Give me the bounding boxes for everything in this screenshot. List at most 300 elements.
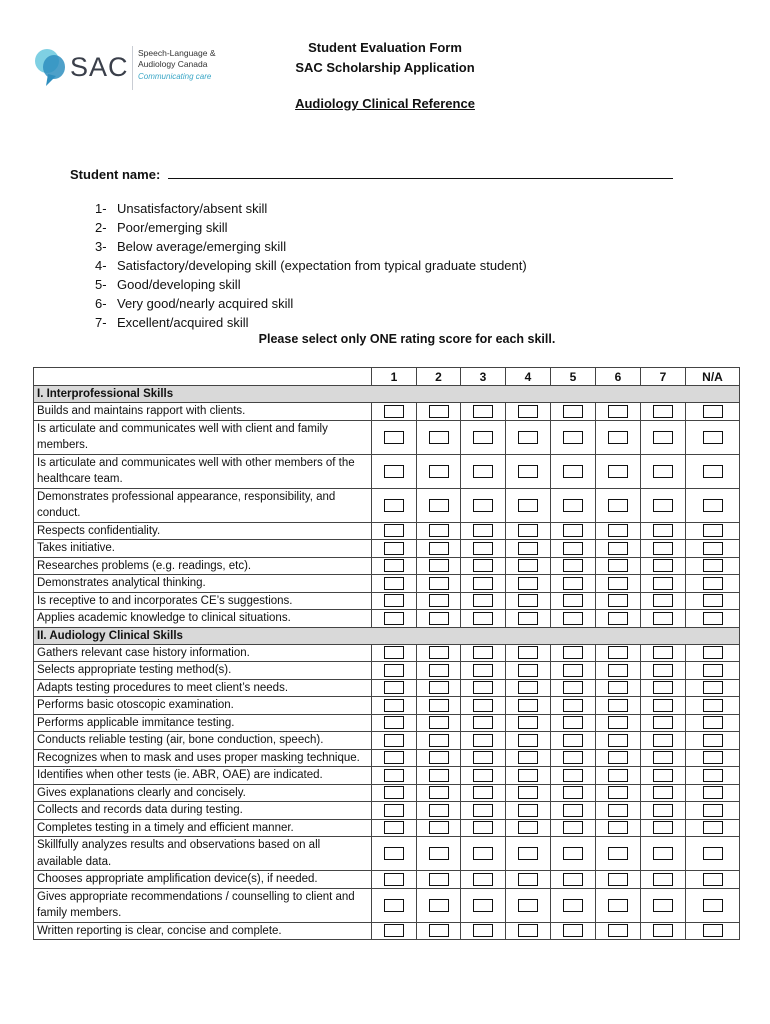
rating-checkbox[interactable] — [518, 499, 538, 512]
rating-checkbox[interactable] — [429, 577, 449, 590]
skill-label: Written reporting is clear, concise and complete. — [34, 922, 372, 940]
evaluation-table — [33, 367, 740, 940]
rating-cell — [372, 592, 417, 610]
rating-checkbox[interactable] — [608, 804, 628, 817]
rating-checkbox[interactable] — [703, 804, 723, 817]
rating-cell — [686, 888, 740, 922]
rating-checkbox[interactable] — [703, 524, 723, 537]
rating-cell — [417, 784, 461, 802]
rating-column-header: N/A — [686, 368, 740, 386]
rating-checkbox[interactable] — [429, 664, 449, 677]
rating-checkbox[interactable] — [429, 431, 449, 444]
rating-checkbox[interactable] — [563, 664, 583, 677]
rating-checkbox[interactable] — [473, 821, 493, 834]
rating-checkbox[interactable] — [384, 465, 404, 478]
scale-item — [95, 199, 527, 218]
rating-cell — [372, 540, 417, 558]
form-title — [200, 38, 570, 78]
rating-cell — [551, 871, 596, 889]
table-row — [34, 732, 740, 750]
rating-checkbox[interactable] — [429, 499, 449, 512]
scale-number: 3- — [95, 239, 107, 254]
rating-cell — [641, 420, 686, 454]
rating-checkbox[interactable] — [518, 542, 538, 555]
rating-checkbox[interactable] — [563, 431, 583, 444]
rating-checkbox[interactable] — [473, 681, 493, 694]
rating-checkbox[interactable] — [653, 734, 673, 747]
rating-checkbox[interactable] — [429, 847, 449, 860]
rating-cell — [551, 837, 596, 871]
rating-checkbox[interactable] — [703, 577, 723, 590]
rating-checkbox[interactable] — [703, 664, 723, 677]
rating-checkbox[interactable] — [518, 873, 538, 886]
rating-cell — [596, 749, 641, 767]
rating-checkbox[interactable] — [384, 542, 404, 555]
rating-checkbox[interactable] — [608, 524, 628, 537]
table-row — [34, 420, 740, 454]
rating-checkbox[interactable] — [703, 847, 723, 860]
skill-label: Researches problems (e.g. readings, etc). — [34, 557, 372, 575]
rating-checkbox[interactable] — [703, 431, 723, 444]
rating-checkbox[interactable] — [473, 542, 493, 555]
rating-checkbox[interactable] — [653, 559, 673, 572]
rating-checkbox[interactable] — [384, 899, 404, 912]
rating-cell — [372, 522, 417, 540]
rating-checkbox[interactable] — [653, 769, 673, 782]
rating-checkbox[interactable] — [384, 405, 404, 418]
table-row — [34, 749, 740, 767]
skill-label: Takes initiative. — [34, 540, 372, 558]
rating-cell — [506, 488, 551, 522]
rating-checkbox[interactable] — [703, 751, 723, 764]
rating-checkbox[interactable] — [563, 524, 583, 537]
rating-checkbox[interactable] — [653, 821, 673, 834]
rating-checkbox[interactable] — [608, 577, 628, 590]
rating-cell — [596, 610, 641, 628]
rating-cell — [641, 732, 686, 750]
rating-checkbox[interactable] — [429, 681, 449, 694]
rating-checkbox[interactable] — [608, 646, 628, 659]
rating-checkbox[interactable] — [653, 847, 673, 860]
rating-cell — [506, 454, 551, 488]
rating-cell — [506, 784, 551, 802]
rating-cell — [686, 784, 740, 802]
table-row — [34, 557, 740, 575]
rating-checkbox[interactable] — [608, 465, 628, 478]
rating-cell — [417, 714, 461, 732]
rating-checkbox[interactable] — [429, 465, 449, 478]
rating-cell — [417, 767, 461, 785]
rating-cell — [461, 749, 506, 767]
rating-checkbox[interactable] — [473, 769, 493, 782]
rating-checkbox[interactable] — [653, 594, 673, 607]
rating-checkbox[interactable] — [429, 699, 449, 712]
rating-checkbox[interactable] — [473, 873, 493, 886]
rating-checkbox[interactable] — [608, 716, 628, 729]
rating-checkbox[interactable] — [429, 716, 449, 729]
rating-checkbox[interactable] — [703, 821, 723, 834]
skill-label: Skillfully analyzes results and observations based on all available data. — [34, 837, 372, 871]
rating-checkbox[interactable] — [563, 804, 583, 817]
rating-checkbox[interactable] — [563, 681, 583, 694]
rating-checkbox[interactable] — [653, 786, 673, 799]
rating-checkbox[interactable] — [563, 542, 583, 555]
rating-checkbox[interactable] — [653, 612, 673, 625]
rating-checkbox[interactable] — [653, 716, 673, 729]
rating-cell — [641, 819, 686, 837]
rating-checkbox[interactable] — [608, 542, 628, 555]
rating-checkbox[interactable] — [703, 873, 723, 886]
scale-text: Excellent/acquired skill — [117, 315, 249, 330]
rating-checkbox[interactable] — [608, 924, 628, 937]
rating-checkbox[interactable] — [518, 612, 538, 625]
logo-text: SAC — [70, 52, 129, 82]
rating-checkbox[interactable] — [384, 924, 404, 937]
rating-checkbox[interactable] — [429, 804, 449, 817]
rating-checkbox[interactable] — [563, 559, 583, 572]
rating-checkbox[interactable] — [518, 716, 538, 729]
rating-checkbox[interactable] — [518, 405, 538, 418]
rating-cell — [506, 819, 551, 837]
rating-checkbox[interactable] — [563, 899, 583, 912]
rating-column-header: 6 — [596, 368, 641, 386]
rating-checkbox[interactable] — [608, 664, 628, 677]
rating-cell — [417, 888, 461, 922]
rating-checkbox[interactable] — [518, 786, 538, 799]
rating-checkbox[interactable] — [429, 873, 449, 886]
rating-checkbox[interactable] — [473, 751, 493, 764]
rating-checkbox[interactable] — [608, 734, 628, 747]
skill-label: Performs basic otoscopic examination. — [34, 697, 372, 715]
rating-checkbox[interactable] — [563, 405, 583, 418]
rating-checkbox[interactable] — [473, 594, 493, 607]
rating-checkbox[interactable] — [384, 594, 404, 607]
rating-checkbox[interactable] — [429, 542, 449, 555]
rating-checkbox[interactable] — [473, 734, 493, 747]
rating-checkbox[interactable] — [473, 612, 493, 625]
rating-checkbox[interactable] — [384, 577, 404, 590]
rating-checkbox[interactable] — [429, 405, 449, 418]
rating-checkbox[interactable] — [429, 524, 449, 537]
rating-checkbox[interactable] — [429, 559, 449, 572]
rating-checkbox[interactable] — [653, 804, 673, 817]
rating-checkbox[interactable] — [384, 699, 404, 712]
rating-checkbox[interactable] — [429, 751, 449, 764]
rating-checkbox[interactable] — [703, 499, 723, 512]
rating-checkbox[interactable] — [473, 899, 493, 912]
rating-checkbox[interactable] — [429, 734, 449, 747]
rating-checkbox[interactable] — [653, 646, 673, 659]
rating-checkbox[interactable] — [703, 769, 723, 782]
rating-cell — [596, 802, 641, 820]
rating-checkbox[interactable] — [518, 821, 538, 834]
rating-checkbox[interactable] — [384, 786, 404, 799]
rating-checkbox[interactable] — [384, 734, 404, 747]
rating-checkbox[interactable] — [608, 769, 628, 782]
rating-checkbox[interactable] — [608, 847, 628, 860]
rating-cell — [641, 802, 686, 820]
rating-checkbox[interactable] — [473, 499, 493, 512]
rating-checkbox[interactable] — [703, 786, 723, 799]
rating-checkbox[interactable] — [653, 431, 673, 444]
rating-checkbox[interactable] — [429, 612, 449, 625]
rating-cell — [372, 610, 417, 628]
student-name-field[interactable] — [168, 165, 673, 179]
rating-checkbox[interactable] — [703, 681, 723, 694]
rating-checkbox[interactable] — [429, 594, 449, 607]
rating-checkbox[interactable] — [703, 559, 723, 572]
rating-checkbox[interactable] — [563, 769, 583, 782]
skill-label: Performs applicable immitance testing. — [34, 714, 372, 732]
scale-item — [95, 275, 527, 294]
rating-checkbox[interactable] — [384, 716, 404, 729]
rating-checkbox[interactable] — [608, 786, 628, 799]
rating-checkbox[interactable] — [563, 716, 583, 729]
rating-cell — [372, 767, 417, 785]
rating-checkbox[interactable] — [518, 751, 538, 764]
skill-label: Gathers relevant case history information. — [34, 644, 372, 662]
rating-cell — [686, 575, 740, 593]
rating-checkbox[interactable] — [563, 751, 583, 764]
rating-checkbox[interactable] — [473, 405, 493, 418]
rating-checkbox[interactable] — [653, 664, 673, 677]
rating-checkbox[interactable] — [653, 924, 673, 937]
rating-checkbox[interactable] — [703, 734, 723, 747]
rating-cell — [641, 888, 686, 922]
rating-cell — [417, 454, 461, 488]
logo-divider — [132, 46, 133, 90]
rating-checkbox[interactable] — [563, 499, 583, 512]
rating-checkbox[interactable] — [653, 699, 673, 712]
rating-checkbox[interactable] — [518, 924, 538, 937]
rating-cell — [641, 610, 686, 628]
rating-checkbox[interactable] — [384, 524, 404, 537]
rating-checkbox[interactable] — [473, 559, 493, 572]
rating-column-header: 4 — [506, 368, 551, 386]
rating-checkbox[interactable] — [608, 405, 628, 418]
rating-cell — [461, 837, 506, 871]
rating-checkbox[interactable] — [518, 899, 538, 912]
rating-checkbox[interactable] — [473, 646, 493, 659]
rating-scale-list — [95, 199, 527, 332]
rating-cell — [461, 488, 506, 522]
rating-checkbox[interactable] — [608, 751, 628, 764]
rating-checkbox[interactable] — [703, 594, 723, 607]
rating-checkbox[interactable] — [563, 786, 583, 799]
rating-checkbox[interactable] — [563, 699, 583, 712]
rating-checkbox[interactable] — [563, 821, 583, 834]
table-row — [34, 784, 740, 802]
rating-checkbox[interactable] — [608, 873, 628, 886]
rating-checkbox[interactable] — [384, 559, 404, 572]
rating-cell — [551, 522, 596, 540]
skill-label: Is articulate and communicates well with client and family members. — [34, 420, 372, 454]
rating-cell — [686, 679, 740, 697]
rating-checkbox[interactable] — [703, 646, 723, 659]
rating-checkbox[interactable] — [473, 699, 493, 712]
rating-checkbox[interactable] — [653, 873, 673, 886]
rating-checkbox[interactable] — [703, 899, 723, 912]
rating-checkbox[interactable] — [384, 751, 404, 764]
rating-checkbox[interactable] — [653, 681, 673, 694]
rating-cell — [461, 784, 506, 802]
rating-checkbox[interactable] — [518, 559, 538, 572]
rating-checkbox[interactable] — [518, 681, 538, 694]
rating-checkbox[interactable] — [563, 594, 583, 607]
scale-number: 4- — [95, 258, 107, 273]
rating-checkbox[interactable] — [518, 804, 538, 817]
rating-checkbox[interactable] — [473, 431, 493, 444]
rating-checkbox[interactable] — [563, 734, 583, 747]
rating-checkbox[interactable] — [473, 786, 493, 799]
rating-checkbox[interactable] — [608, 821, 628, 834]
rating-checkbox[interactable] — [518, 524, 538, 537]
rating-checkbox[interactable] — [608, 899, 628, 912]
rating-cell — [372, 679, 417, 697]
rating-checkbox[interactable] — [384, 664, 404, 677]
skill-label: Recognizes when to mask and uses proper masking technique. — [34, 749, 372, 767]
rating-checkbox[interactable] — [653, 577, 673, 590]
rating-checkbox[interactable] — [608, 612, 628, 625]
rating-cell — [641, 403, 686, 421]
rating-checkbox[interactable] — [518, 664, 538, 677]
rating-checkbox[interactable] — [703, 612, 723, 625]
rating-checkbox[interactable] — [473, 847, 493, 860]
rating-checkbox[interactable] — [608, 699, 628, 712]
rating-checkbox[interactable] — [518, 734, 538, 747]
rating-checkbox[interactable] — [653, 524, 673, 537]
rating-checkbox[interactable] — [473, 664, 493, 677]
rating-checkbox[interactable] — [703, 465, 723, 478]
rating-checkbox[interactable] — [518, 646, 538, 659]
rating-checkbox[interactable] — [518, 594, 538, 607]
rating-checkbox[interactable] — [429, 786, 449, 799]
rating-cell — [551, 802, 596, 820]
rating-cell — [686, 610, 740, 628]
rating-checkbox[interactable] — [608, 594, 628, 607]
skill-label: Gives appropriate recommendations / counselling to client and family members. — [34, 888, 372, 922]
rating-checkbox[interactable] — [653, 542, 673, 555]
rating-checkbox[interactable] — [384, 873, 404, 886]
rating-checkbox[interactable] — [473, 924, 493, 937]
rating-checkbox[interactable] — [703, 542, 723, 555]
student-name-row — [70, 165, 673, 182]
rating-cell — [417, 557, 461, 575]
rating-cell — [461, 454, 506, 488]
rating-cell — [551, 662, 596, 680]
rating-checkbox[interactable] — [473, 465, 493, 478]
rating-checkbox[interactable] — [653, 751, 673, 764]
rating-checkbox[interactable] — [563, 646, 583, 659]
rating-checkbox[interactable] — [563, 577, 583, 590]
rating-checkbox[interactable] — [608, 559, 628, 572]
skill-label: Is receptive to and incorporates CE’s suggestions. — [34, 592, 372, 610]
rating-checkbox[interactable] — [518, 847, 538, 860]
rating-checkbox[interactable] — [429, 899, 449, 912]
rating-cell — [461, 644, 506, 662]
rating-checkbox[interactable] — [653, 499, 673, 512]
rating-cell — [461, 610, 506, 628]
rating-checkbox[interactable] — [608, 499, 628, 512]
rating-checkbox[interactable] — [703, 405, 723, 418]
rating-checkbox[interactable] — [384, 499, 404, 512]
rating-checkbox[interactable] — [384, 681, 404, 694]
rating-checkbox[interactable] — [384, 431, 404, 444]
scale-text: Poor/emerging skill — [117, 220, 228, 235]
rating-checkbox[interactable] — [384, 769, 404, 782]
rating-cell — [641, 488, 686, 522]
rating-checkbox[interactable] — [473, 524, 493, 537]
rating-checkbox[interactable] — [563, 465, 583, 478]
rating-checkbox[interactable] — [563, 924, 583, 937]
rating-cell — [372, 888, 417, 922]
rating-checkbox[interactable] — [563, 873, 583, 886]
rating-cell — [596, 888, 641, 922]
rating-checkbox[interactable] — [384, 804, 404, 817]
scale-item — [95, 294, 527, 313]
rating-checkbox[interactable] — [518, 699, 538, 712]
skill-label: Completes testing in a timely and efficient manner. — [34, 819, 372, 837]
rating-checkbox[interactable] — [473, 804, 493, 817]
rating-cell — [417, 922, 461, 940]
rating-column-header: 2 — [417, 368, 461, 386]
rating-checkbox[interactable] — [429, 769, 449, 782]
rating-checkbox[interactable] — [703, 716, 723, 729]
rating-checkbox[interactable] — [473, 716, 493, 729]
rating-checkbox[interactable] — [384, 646, 404, 659]
rating-cell — [417, 802, 461, 820]
rating-checkbox[interactable] — [653, 899, 673, 912]
rating-checkbox[interactable] — [473, 577, 493, 590]
rating-checkbox[interactable] — [653, 405, 673, 418]
rating-cell — [596, 522, 641, 540]
skill-label: Demonstrates professional appearance, responsibility, and conduct. — [34, 488, 372, 522]
rating-checkbox[interactable] — [518, 769, 538, 782]
rating-checkbox[interactable] — [608, 431, 628, 444]
rating-cell — [596, 697, 641, 715]
rating-checkbox[interactable] — [518, 431, 538, 444]
skill-column-header — [34, 368, 372, 386]
rating-cell — [506, 662, 551, 680]
title-line-2: SAC Scholarship Application — [295, 60, 475, 75]
rating-cell — [596, 488, 641, 522]
rating-checkbox[interactable] — [518, 465, 538, 478]
rating-checkbox[interactable] — [608, 681, 628, 694]
rating-cell — [417, 662, 461, 680]
rating-checkbox[interactable] — [384, 612, 404, 625]
rating-checkbox[interactable] — [518, 577, 538, 590]
rating-cell — [686, 488, 740, 522]
skill-label: Chooses appropriate amplification device(s), if needed. — [34, 871, 372, 889]
rating-cell — [506, 540, 551, 558]
rating-checkbox[interactable] — [703, 699, 723, 712]
rating-cell — [461, 540, 506, 558]
rating-cell — [372, 697, 417, 715]
rating-checkbox[interactable] — [653, 465, 673, 478]
rating-cell — [506, 592, 551, 610]
rating-checkbox[interactable] — [384, 821, 404, 834]
rating-cell — [596, 403, 641, 421]
rating-checkbox[interactable] — [384, 847, 404, 860]
rating-checkbox[interactable] — [703, 924, 723, 937]
rating-checkbox[interactable] — [429, 821, 449, 834]
rating-cell — [506, 802, 551, 820]
rating-checkbox[interactable] — [429, 924, 449, 937]
rating-cell — [686, 819, 740, 837]
rating-checkbox[interactable] — [429, 646, 449, 659]
rating-checkbox[interactable] — [563, 612, 583, 625]
rating-checkbox[interactable] — [563, 847, 583, 860]
